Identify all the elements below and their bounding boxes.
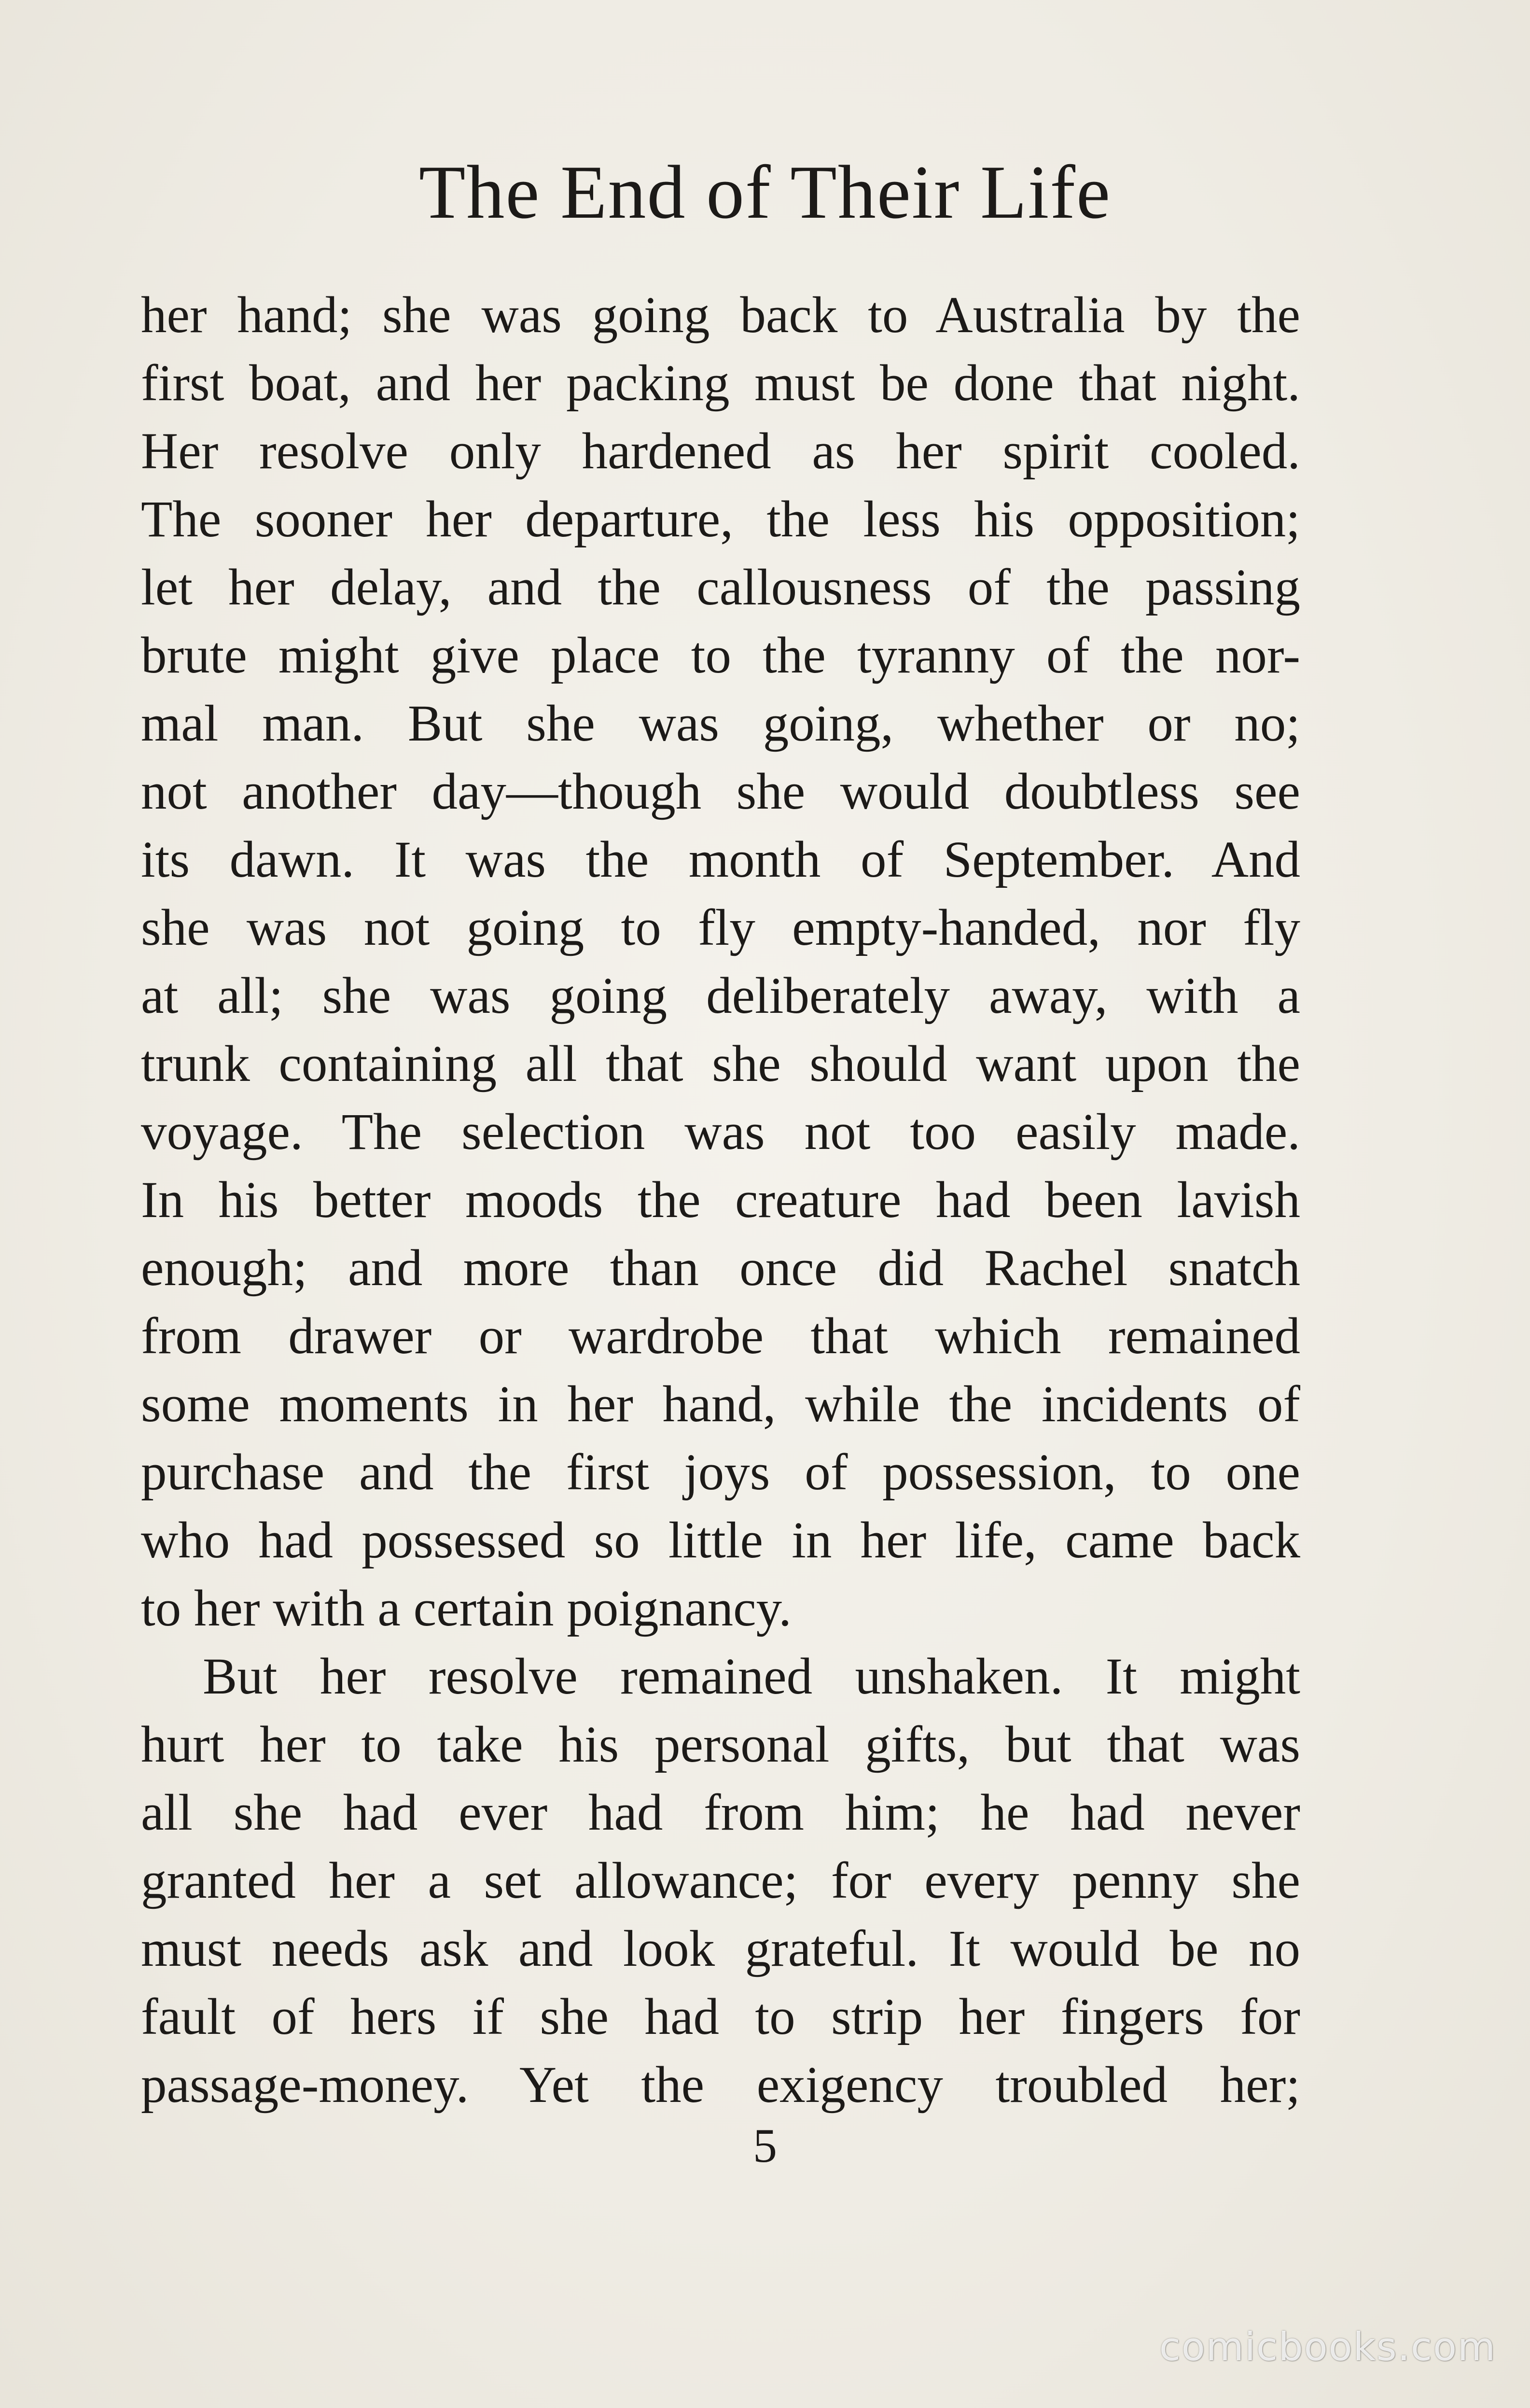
text-line: trunk containing all that she should want upon the [141, 1036, 1300, 1092]
text-line: who had possessed so little in her life, came back [141, 1512, 1300, 1569]
text-line: first boat, and her packing must be done that night. [141, 355, 1300, 412]
text-line: hurt her to take his personal gifts, but that was [141, 1716, 1300, 1773]
text-line: all she had ever had from him; he had never [141, 1784, 1300, 1841]
text-line: voyage. The selection was not too easily made. [141, 1104, 1300, 1161]
text-line: not another day—though she would doubtless see [141, 763, 1300, 820]
text-line: Her resolve only hardened as her spirit cooled. [141, 423, 1300, 480]
text-line: its dawn. It was the month of September. And [141, 831, 1300, 888]
text-line: But her resolve remained unshaken. It might [203, 1648, 1300, 1705]
text-line: she was not going to fly empty-handed, nor fly [141, 899, 1300, 956]
body-text [141, 281, 1300, 2119]
text-line: In his better moods the creature had been lavish [141, 1172, 1300, 1229]
text-line: The sooner her departure, the less his opposition; [141, 491, 1300, 548]
text-line: from drawer or wardrobe that which remained [141, 1308, 1300, 1365]
text-line: at all; she was going deliberately away, with a [141, 967, 1300, 1024]
text-line: her hand; she was going back to Australia by the [141, 287, 1300, 344]
watermark: comicbooks.com [1159, 2324, 1496, 2369]
text-line: let her delay, and the callousness of the passing [141, 559, 1300, 616]
text-line: some moments in her hand, while the incidents of [141, 1376, 1300, 1433]
text-line: enough; and more than once did Rachel snatch [141, 1240, 1300, 1297]
text-line: purchase and the first joys of possession, to one [141, 1444, 1300, 1501]
page-number: 5 [753, 2119, 777, 2172]
text-line: mal man. But she was going, whether or no; [141, 695, 1300, 752]
text-line: brute might give place to the tyranny of the nor- [141, 627, 1300, 684]
running-head: The End of Their Life [418, 150, 1112, 235]
text-line: passage-money. Yet the exigency troubled her; [141, 2057, 1300, 2114]
text-line: to her with a certain poignancy. [141, 1580, 792, 1637]
text-line: granted her a set allowance; for every penny she [141, 1852, 1300, 1909]
text-line: must needs ask and look grateful. It would be no [141, 1920, 1300, 1977]
text-line: fault of hers if she had to strip her fingers for [141, 1988, 1300, 2045]
